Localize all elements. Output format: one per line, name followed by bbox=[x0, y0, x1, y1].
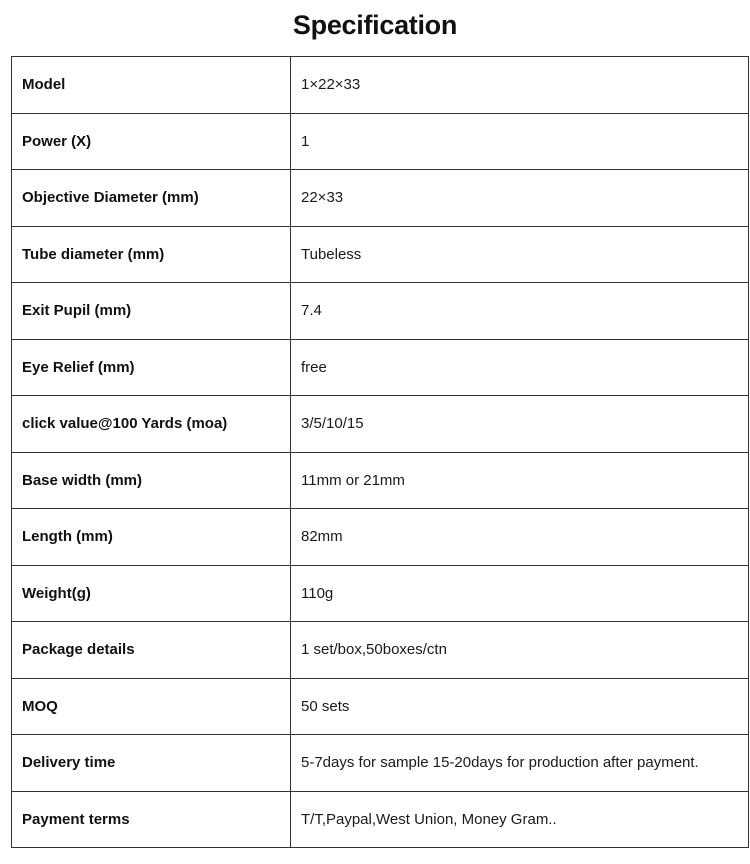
row-value: 1×22×33 bbox=[291, 57, 749, 114]
table-row bbox=[12, 396, 749, 453]
specification-table-body bbox=[12, 57, 749, 848]
table-row bbox=[12, 170, 749, 227]
row-value: 1 set/box,50boxes/ctn bbox=[291, 622, 749, 679]
table-row bbox=[12, 452, 749, 509]
row-label: click value@100 Yards (moa) bbox=[12, 396, 291, 453]
row-label: MOQ bbox=[12, 678, 291, 735]
row-label: Eye Relief (mm) bbox=[12, 339, 291, 396]
table-row bbox=[12, 735, 749, 792]
row-label: Weight(g) bbox=[12, 565, 291, 622]
row-value: free bbox=[291, 339, 749, 396]
table-row bbox=[12, 226, 749, 283]
table-row bbox=[12, 57, 749, 114]
row-value: 1 bbox=[291, 113, 749, 170]
row-label: Delivery time bbox=[12, 735, 291, 792]
row-label: Objective Diameter (mm) bbox=[12, 170, 291, 227]
row-value: 3/5/10/15 bbox=[291, 396, 749, 453]
table-row bbox=[12, 509, 749, 566]
row-value: 5-7days for sample 15-20days for production after payment. bbox=[291, 735, 749, 792]
row-label: Tube diameter (mm) bbox=[12, 226, 291, 283]
row-label: Length (mm) bbox=[12, 509, 291, 566]
row-label: Base width (mm) bbox=[12, 452, 291, 509]
table-row bbox=[12, 339, 749, 396]
row-value: 50 sets bbox=[291, 678, 749, 735]
row-value: 82mm bbox=[291, 509, 749, 566]
specification-table bbox=[11, 56, 749, 848]
row-value: 7.4 bbox=[291, 283, 749, 340]
row-label: Model bbox=[12, 57, 291, 114]
row-value: Tubeless bbox=[291, 226, 749, 283]
row-label: Power (X) bbox=[12, 113, 291, 170]
table-row bbox=[12, 283, 749, 340]
page-title: Specification bbox=[292, 10, 458, 40]
row-label: Package details bbox=[12, 622, 291, 679]
row-label: Payment terms bbox=[12, 791, 291, 848]
row-label: Exit Pupil (mm) bbox=[12, 283, 291, 340]
table-row bbox=[12, 678, 749, 735]
table-row bbox=[12, 565, 749, 622]
row-value: T/T,Paypal,West Union, Money Gram.. bbox=[291, 791, 749, 848]
row-value: 22×33 bbox=[291, 170, 749, 227]
table-row bbox=[12, 622, 749, 679]
table-row bbox=[12, 791, 749, 848]
row-value: 110g bbox=[291, 565, 749, 622]
table-row bbox=[12, 113, 749, 170]
row-value: 11mm or 21mm bbox=[291, 452, 749, 509]
